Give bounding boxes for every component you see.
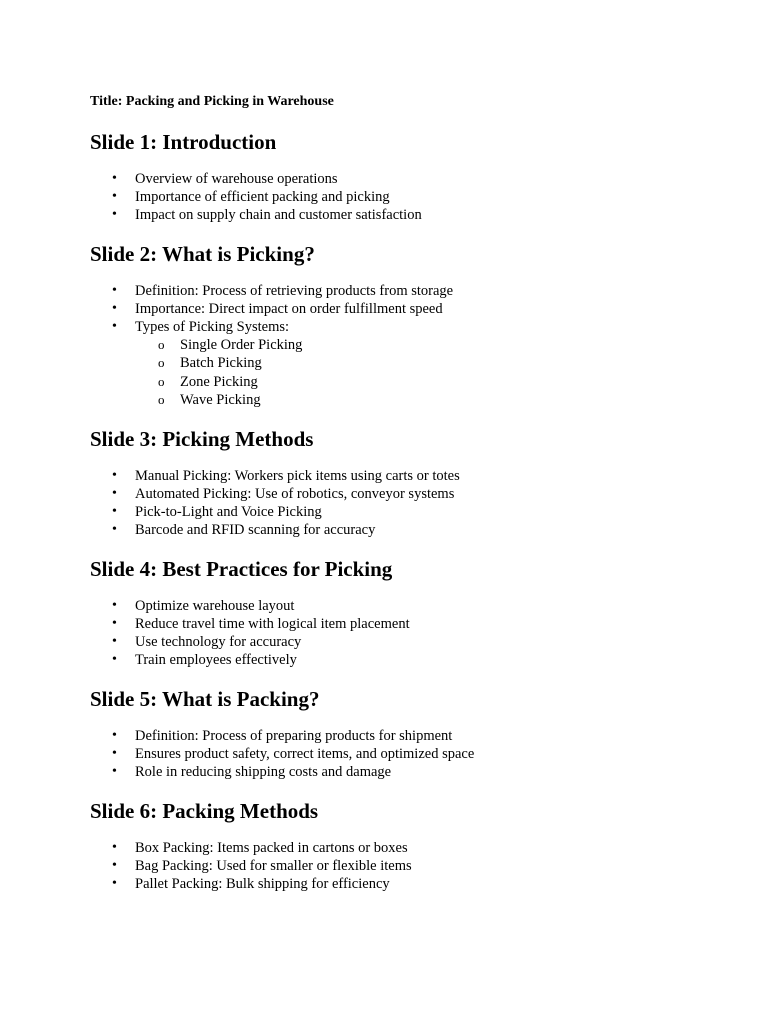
bullet-item: • Pick-to-Light and Voice Picking bbox=[90, 503, 730, 521]
slide-1-bullet-list bbox=[90, 170, 730, 224]
bullet-item: • Ensures product safety, correct items, and optimized space bbox=[90, 745, 730, 763]
bullet-item: • Reduce travel time with logical item placement bbox=[90, 615, 730, 633]
bullet-item: • Manual Picking: Workers pick items using carts or totes bbox=[90, 467, 730, 485]
slide-1-heading: Slide 1: Introduction bbox=[90, 130, 277, 154]
bullet-item: • Overview of warehouse operations bbox=[90, 170, 730, 188]
sub-bullet-item: o Single Order Picking bbox=[90, 336, 730, 354]
bullet-item: • Definition: Process of retrieving products from storage bbox=[90, 282, 730, 300]
slide-4-heading: Slide 4: Best Practices for Picking bbox=[90, 557, 393, 582]
bullet-item: • Importance: Direct impact on order fulfillment speed bbox=[90, 300, 730, 318]
bullet-item: • Box Packing: Items packed in cartons or boxes bbox=[90, 839, 730, 857]
slide-2-heading: Slide 2: What is Picking? bbox=[90, 242, 315, 266]
bullet-item: • Bag Packing: Used for smaller or flexible items bbox=[90, 857, 730, 875]
document-page bbox=[90, 93, 730, 909]
slide-4-bullet-list bbox=[90, 597, 730, 669]
slide-3-heading: Slide 3: Picking Methods bbox=[90, 427, 314, 452]
bullet-item: • Definition: Process of preparing products for shipment bbox=[90, 727, 730, 745]
bullet-item: • Use technology for accuracy bbox=[90, 633, 730, 651]
picking-systems-sub-list bbox=[90, 336, 730, 409]
bullet-item: • Impact on supply chain and customer satisfaction bbox=[90, 206, 730, 224]
sub-bullet-item: o Zone Picking bbox=[90, 373, 730, 391]
slide-5-bullet-list bbox=[90, 727, 730, 781]
bullet-item: • Importance of efficient packing and picking bbox=[90, 188, 730, 206]
slide-6-bullet-list bbox=[90, 839, 730, 893]
bullet-item: • Automated Picking: Use of robotics, conveyor systems bbox=[90, 485, 730, 503]
slide-2-bullet-list bbox=[90, 282, 730, 409]
sub-bullet-item: o Batch Picking bbox=[90, 354, 730, 372]
slide-6-heading: Slide 6: Packing Methods bbox=[90, 799, 319, 824]
slide-5-heading: Slide 5: What is Packing? bbox=[90, 687, 320, 712]
sub-bullet-item: o Wave Picking bbox=[90, 391, 730, 409]
bullet-item: • Barcode and RFID scanning for accuracy bbox=[90, 521, 730, 539]
bullet-item: • Pallet Packing: Bulk shipping for efficiency bbox=[90, 875, 730, 893]
bullet-item: • Role in reducing shipping costs and damage bbox=[90, 763, 730, 781]
picking-systems-sub-list-wrapper bbox=[90, 336, 730, 409]
bullet-item: • Optimize warehouse layout bbox=[90, 597, 730, 615]
document-title: Title: Packing and Picking in Warehouse bbox=[90, 94, 334, 109]
bullet-item: • Types of Picking Systems: bbox=[90, 318, 730, 336]
bullet-item: • Train employees effectively bbox=[90, 651, 730, 669]
slide-3-bullet-list bbox=[90, 467, 730, 539]
